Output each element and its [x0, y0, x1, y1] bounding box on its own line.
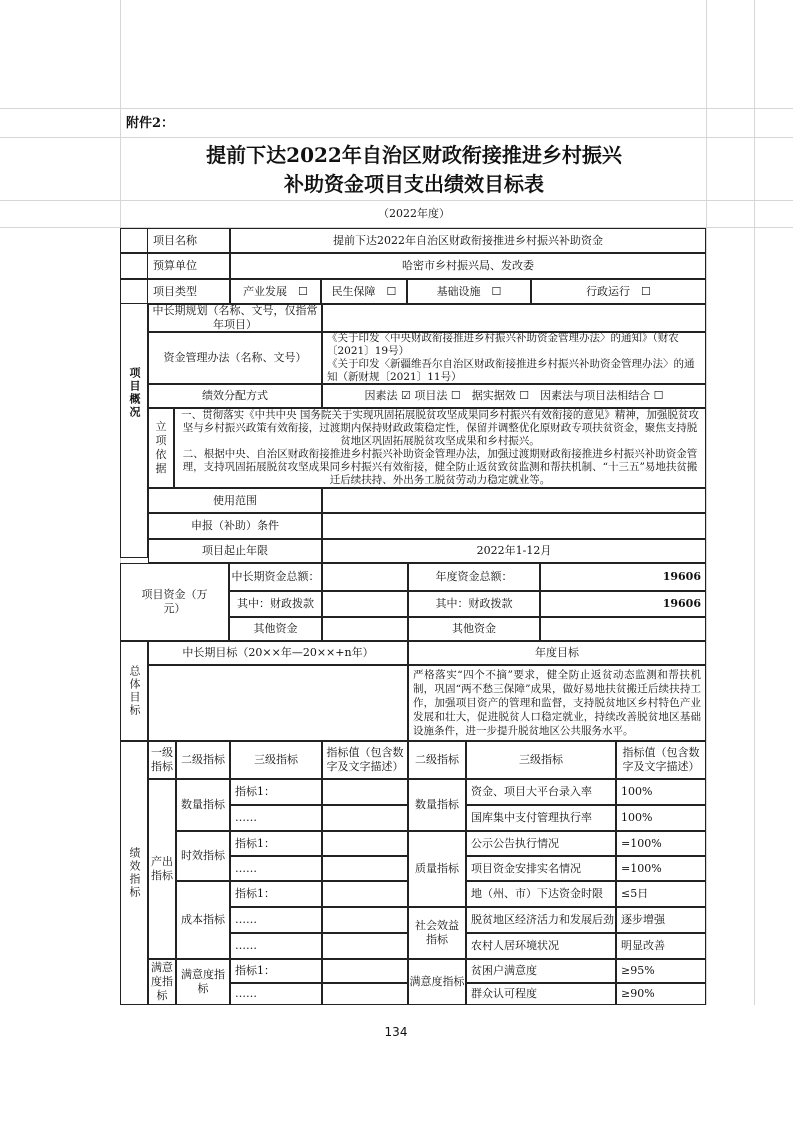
time-indicator-label: 时效指标	[176, 831, 230, 881]
header-level3-right: 三级指标	[466, 741, 616, 779]
indicator-row-name: 群众认可程度	[466, 983, 616, 1005]
period-value: 2022年1-12月	[322, 539, 706, 563]
indicator-row-name: 资金、项目大平台录入率	[466, 779, 616, 805]
type-operation: 行政运行 ☐	[531, 279, 706, 304]
indicator-dots-quantity: ……	[230, 805, 322, 831]
funds-label: 项目资金（万元）	[120, 563, 229, 641]
basis-value	[174, 408, 706, 488]
indicator-dots-time-value	[322, 856, 408, 881]
alloc-label: 绩效分配方式	[148, 384, 322, 408]
mgmt-value	[322, 332, 706, 384]
right-social-label: 社会效益指标	[408, 907, 466, 959]
mid-goal-value	[148, 665, 408, 741]
condition-label: 申报（补助）条件	[148, 513, 322, 539]
indicator-dots-cost-b-value	[322, 933, 408, 959]
cost-indicator-label: 成本指标	[176, 881, 230, 959]
indicator-1-cost: 指标1：	[230, 881, 322, 907]
mgmt-value-line-2: 《关于印发〈新疆维吾尔自治区财政衔接推进乡村振兴补助资金管理办法〉的通知（新财规〔2021〕11号）	[327, 358, 695, 383]
type-industry: 产业发展 ☐	[230, 279, 321, 304]
right-quality-label: 质量指标	[408, 831, 466, 907]
mid-goal-label: 中长期目标（20××年—20××+n年）	[148, 641, 408, 665]
year-fin-value: 19606	[540, 591, 706, 617]
mgmt-value-line-1: 《关于印发〈中央财政衔接推进乡村振兴补助资金管理办法〉的通知》（财农〔2021〕19号）	[327, 332, 679, 357]
header-level2-right: 二级指标	[408, 741, 466, 779]
mid-fin-value	[322, 591, 408, 617]
indicator-dots-satisfaction: ……	[230, 983, 322, 1005]
indicator-row-value: ≥90%	[616, 983, 706, 1005]
condition-value	[322, 513, 706, 539]
header-value: 指标值（包含数字及文字描述）	[322, 741, 408, 779]
scope-value	[322, 488, 706, 513]
budget-unit-label: 预算单位	[120, 253, 230, 279]
indicator-row-name: 脱贫地区经济活力和发展后劲	[466, 907, 616, 933]
indicator-1-cost-value	[322, 881, 408, 907]
indicator-1-satisfaction: 指标1：	[230, 959, 322, 983]
basis-text-1: 一、贯彻落实《中共中央 国务院关于实现巩固拓展脱贫攻坚成果同乡村振兴有效衔接的意见》精神，加强脱贫攻坚与乡村振兴政策有效衔接，过渡期内保持财政政策稳定性，保留并调整优化原财政专项扶贫资金，聚焦支持脱贫地区巩固拓展脱贫攻坚成果和乡村振兴。	[181, 409, 699, 447]
page-number: 134	[384, 1025, 408, 1039]
basis-label: 立项依据	[148, 408, 174, 488]
mid-other-label: 其他资金	[229, 617, 322, 641]
indicator-dots-cost-a: ……	[230, 907, 322, 933]
right-quantity-label: 数量指标	[408, 779, 466, 831]
year-total-value: 19606	[540, 563, 706, 591]
year-goal-value: 严格落实“四个不摘”要求，健全防止返贫动态监测和帮扶机制，巩固“两不愁三保障”成果，做好易地扶贫搬迁后续扶持工作，加强项目资产的管理和监督，支持脱贫地区乡村特色产业发展和壮大，促进脱贫人口稳定就业，持续改善脱贫地区基础设施条件，进一步提升脱贫地区公共服务水平。	[408, 665, 706, 741]
indicator-row-value: 100%	[616, 779, 706, 805]
indicator-row-value: 明显改善	[616, 933, 706, 959]
basis-text-2: 二、根据中央、自治区财政衔接推进乡村振兴补助资金管理办法，加强过渡期财政衔接推进乡村振兴补助资金管理，支持巩固拓展脱贫攻坚成果同乡村振兴有效衔接，健全防止返贫致贫监测和帮扶机制、“十三五”易地扶贫搬迁后续扶持、外出务工脱贫劳动力稳定就业等。	[182, 448, 698, 486]
indicator-row-name: 公示公告执行情况	[466, 831, 616, 856]
indicator-dots-cost-a-value	[322, 907, 408, 933]
scope-label: 使用范围	[148, 488, 322, 513]
type-infrastructure: 基础设施 ☐	[407, 279, 531, 304]
header-level2: 二级指标	[176, 741, 230, 779]
year-other-label: 其他资金	[408, 617, 540, 641]
indicator-row-name: 地（州、市）下达资金时限	[466, 881, 616, 907]
project-name-label: 项目名称	[120, 228, 230, 253]
plan-label: 中长期规划（名称、文号，仅指常年项目）	[148, 304, 322, 332]
quantity-indicator-label: 数量指标	[176, 779, 230, 831]
project-name-value: 提前下达2022年自治区财政衔接推进乡村振兴补助资金	[230, 228, 706, 253]
indicator-row-name: 贫困户满意度	[466, 959, 616, 983]
indicator-row-name: 项目资金安排实名情况	[466, 856, 616, 881]
indicator-row-value: 100%	[616, 805, 706, 831]
year-goal-label: 年度目标	[408, 641, 706, 665]
title-line-1: 提前下达2022年自治区财政衔接推进乡村振兴	[206, 143, 622, 167]
plan-value	[322, 304, 706, 332]
year-other-value	[540, 617, 706, 641]
indicator-row-value: 逐步增强	[616, 907, 706, 933]
year-label: （2022年度）	[378, 207, 450, 220]
mid-total-label: 中长期资金总额：	[229, 563, 322, 591]
header-value-right: 指标值（包含数字及文字描述）	[616, 741, 706, 779]
indicator-dots-satisfaction-value	[322, 983, 408, 1005]
indicator-1-quantity-value	[322, 779, 408, 805]
year-fin-label: 其中：财政拨款	[408, 591, 540, 617]
alloc-value: 因素法 ☑ 项目法 ☐ 据实据效 ☐ 因素法与项目法相结合 ☐	[322, 384, 706, 408]
indicator-row-value: ≥95%	[616, 959, 706, 983]
indicator-row-value: =100%	[616, 856, 706, 881]
title-line-2: 补助资金项目支出绩效目标表	[284, 172, 544, 196]
indicator-1-time: 指标1：	[230, 831, 322, 856]
project-type-label: 项目类型	[120, 279, 230, 304]
indicator-1-time-value	[322, 831, 408, 856]
indicator-row-name: 国库集中支付管理执行率	[466, 805, 616, 831]
satisfaction-level2-label: 满意度指标	[176, 959, 230, 1005]
indicator-1-satisfaction-value	[322, 959, 408, 983]
right-satisfaction-label: 满意度指标	[408, 959, 466, 1005]
mid-fin-label: 其中：财政拨款	[229, 591, 322, 617]
goals-label: 总体目标	[120, 641, 148, 741]
indicator-1-quantity: 指标1：	[230, 779, 322, 805]
indicator-dots-time: ……	[230, 856, 322, 881]
indicators-label: 绩效指标	[120, 741, 148, 1005]
mid-total-value	[322, 563, 408, 591]
indicator-row-value: ≤5日	[616, 881, 706, 907]
overview-label: 项目概况	[120, 228, 148, 558]
mgmt-label: 资金管理办法（名称、文号）	[148, 332, 322, 384]
header-level1: 一级指标	[148, 741, 176, 779]
period-label: 项目起止年限	[148, 539, 322, 563]
year-total-label: 年度资金总额：	[408, 563, 540, 591]
mid-other-value	[322, 617, 408, 641]
budget-unit-value: 哈密市乡村振兴局、发改委	[230, 253, 706, 279]
header-level3: 三级指标	[230, 741, 322, 779]
output-indicator-label: 产出指标	[148, 779, 176, 959]
attachment-label: 附件2：	[126, 116, 175, 131]
indicator-row-value: =100%	[616, 831, 706, 856]
indicator-row-name: 农村人居环境状况	[466, 933, 616, 959]
indicator-dots-quantity-value	[322, 805, 408, 831]
satisfaction-level1-label: 满意度指标	[148, 959, 176, 1005]
type-livelihood: 民生保障 ☐	[321, 279, 407, 304]
indicator-dots-cost-b: ……	[230, 933, 322, 959]
